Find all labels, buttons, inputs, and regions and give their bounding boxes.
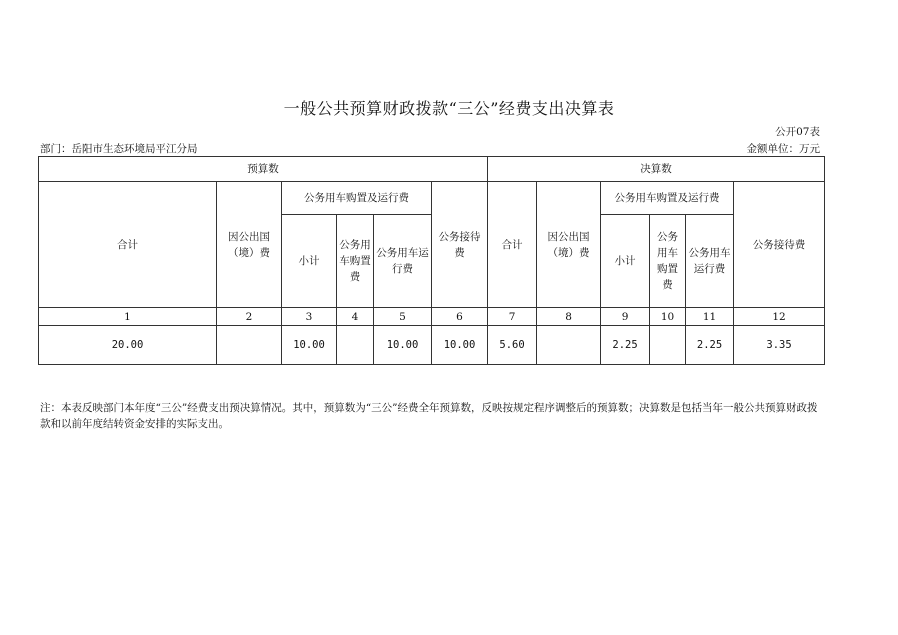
column-number: 3 xyxy=(282,308,337,326)
final-vehicle-purchase-header: 公务用车购置费 xyxy=(650,215,686,308)
final-vehicle-operation-header: 公务用车运行费 xyxy=(686,215,734,308)
final-abroad-value xyxy=(537,326,601,365)
column-number: 11 xyxy=(686,308,734,326)
budget-subtotal-header: 小计 xyxy=(282,215,337,308)
budget-abroad-value xyxy=(217,326,282,365)
final-vehicle-group-header: 公务用车购置及运行费 xyxy=(601,182,734,215)
budget-subtotal-value: 10.00 xyxy=(282,326,337,365)
column-number: 6 xyxy=(432,308,488,326)
budget-vehicle-purchase-value xyxy=(337,326,374,365)
final-total-value: 5.60 xyxy=(488,326,537,365)
column-number: 12 xyxy=(734,308,825,326)
final-reception-header: 公务接待费 xyxy=(734,182,825,308)
final-vehicle-purchase-value xyxy=(650,326,686,365)
column-number: 9 xyxy=(601,308,650,326)
final-reception-value: 3.35 xyxy=(734,326,825,365)
footnote: 注：本表反映部门本年度“三公”经费支出预决算情况。其中，预算数为“三公”经费全年预算数，反映按规定程序调整后的预算数；决算数是包括当年一般公共预算财政拨款和以前年度结转资金安排的实际支出。 xyxy=(40,402,818,430)
budget-abroad-header: 因公出国（境）费 xyxy=(217,182,282,308)
budget-reception-value: 10.00 xyxy=(432,326,488,365)
column-number: 2 xyxy=(217,308,282,326)
group-header-row xyxy=(39,157,825,182)
final-abroad-header: 因公出国（境）费 xyxy=(537,182,601,308)
final-total-header: 合计 xyxy=(488,182,537,308)
column-number: 1 xyxy=(39,308,217,326)
final-group-header: 决算数 xyxy=(488,157,825,182)
sub-header-row xyxy=(39,182,825,215)
table-row xyxy=(39,326,825,365)
column-number-row xyxy=(39,308,825,326)
unit-label: 金额单位：万元 xyxy=(746,143,820,155)
budget-table xyxy=(38,156,825,365)
budget-vehicle-group-header: 公务用车购置及运行费 xyxy=(282,182,432,215)
budget-total-value: 20.00 xyxy=(39,326,217,365)
budget-vehicle-operation-value: 10.00 xyxy=(374,326,432,365)
column-number: 7 xyxy=(488,308,537,326)
column-number: 10 xyxy=(650,308,686,326)
final-subtotal-value: 2.25 xyxy=(601,326,650,365)
column-number: 4 xyxy=(337,308,374,326)
budget-total-header: 合计 xyxy=(39,182,217,308)
column-number: 8 xyxy=(537,308,601,326)
budget-vehicle-purchase-header: 公务用车购置费 xyxy=(337,215,374,308)
final-subtotal-header: 小计 xyxy=(601,215,650,308)
form-number: 公开07表 xyxy=(775,126,820,138)
budget-reception-header: 公务接待费 xyxy=(432,182,488,308)
budget-vehicle-operation-header: 公务用车运行费 xyxy=(374,215,432,308)
budget-group-header: 预算数 xyxy=(39,157,488,182)
page-title: 一般公共预算财政拨款“三公”经费支出决算表 xyxy=(283,99,615,118)
final-vehicle-operation-value: 2.25 xyxy=(686,326,734,365)
column-number: 5 xyxy=(374,308,432,326)
department-label: 部门：岳阳市生态环境局平江分局 xyxy=(40,143,198,155)
